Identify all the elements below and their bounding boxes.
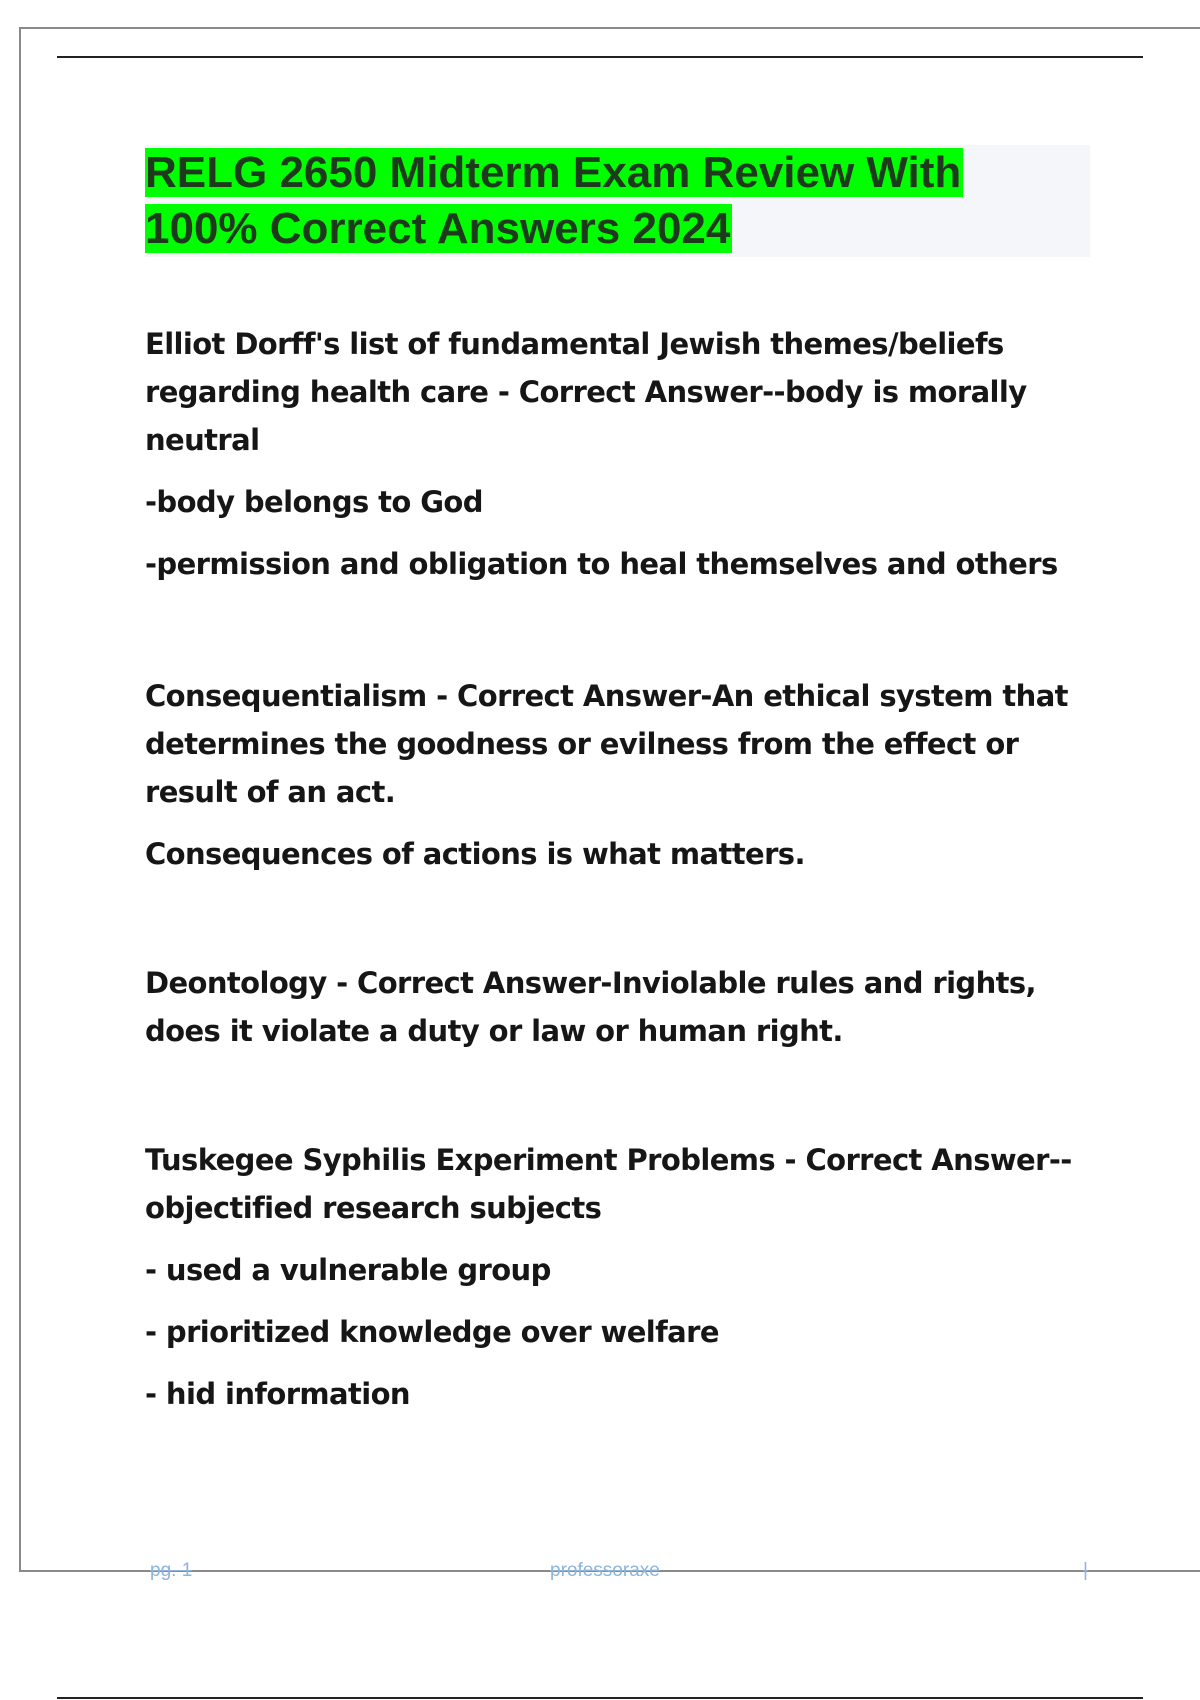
question-block-tuskegee <box>145 1136 1090 1418</box>
footer-page-number: pg. 1 <box>150 1560 193 1581</box>
question-block-deontology <box>145 959 1090 1136</box>
question-text: Deontology - Correct Answer-Inviolable rules and rights, does it violate a duty or law or human right. <box>145 966 1036 1048</box>
answer-line: Consequences of actions is what matters. <box>145 837 805 871</box>
title-line-2: 100% Correct Answers 2024 <box>145 204 731 253</box>
question-text: Tuskegee Syphilis Experiment Problems - Correct Answer--objectified research subjects <box>145 1143 1072 1225</box>
answer-line: - prioritized knowledge over welfare <box>145 1315 719 1349</box>
document-body <box>145 320 1090 1432</box>
answer-line: -body belongs to God <box>145 485 483 519</box>
title-line-1: RELG 2650 Midterm Exam Review With <box>145 148 962 197</box>
bottom-rule <box>57 1697 1143 1699</box>
footer-separator: | <box>1083 1560 1088 1581</box>
question-text: Consequentialism - Correct Answer-An ethical system that determines the goodness or evilness from the effect or result of an act. <box>145 679 1068 809</box>
footer-brand: professoraxe <box>550 1560 660 1581</box>
page-footer <box>0 1560 1200 1584</box>
answer-line: -permission and obligation to heal themselves and others <box>145 547 1058 581</box>
answer-line: - used a vulnerable group <box>145 1253 551 1287</box>
document-title <box>145 145 1090 257</box>
answer-line: - hid information <box>145 1377 410 1411</box>
question-text: Elliot Dorff's list of fundamental Jewish themes/beliefs regarding health care - Correct Answer--body is morally neutral <box>145 327 1027 457</box>
question-block-consequentialism <box>145 672 1090 959</box>
title-block <box>145 145 1090 257</box>
question-block-dorff <box>145 320 1090 672</box>
top-rule <box>57 56 1143 58</box>
